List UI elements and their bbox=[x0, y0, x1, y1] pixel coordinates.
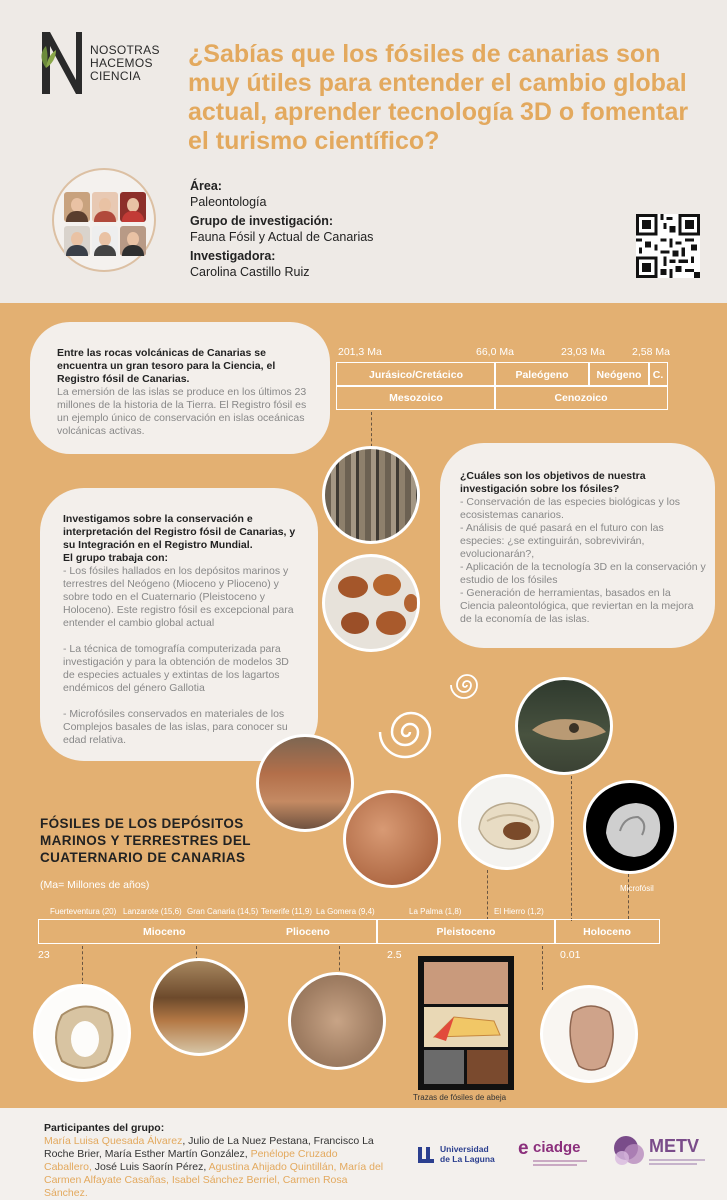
ammonite-drawing-icon bbox=[368, 692, 450, 770]
connector-line bbox=[628, 874, 629, 919]
microfossil-icon bbox=[586, 783, 677, 874]
tooth-fossil-icon bbox=[543, 988, 638, 1083]
avatar bbox=[92, 226, 118, 256]
tick-label: 0.01 bbox=[560, 949, 581, 961]
intro-bold: Entre las rocas volcánicas de Canarias se encuentra un gran tesoro para la Ciencia, el Registro fósil de Canarias. bbox=[57, 347, 276, 385]
island-label: La Gomera (9,4) bbox=[316, 907, 375, 916]
section-title-line: CUATERNARIO DE CANARIAS bbox=[40, 850, 246, 865]
research-item: - La técnica de tomografía computerizada para investigación y para la obtención de modelos 3D de especies actuales y extintas de los lagartos endémicos del género Gallotia bbox=[63, 643, 289, 694]
period-jurasico: Jurásico/Cretácico bbox=[336, 362, 496, 387]
ull-line: Universidad bbox=[440, 1144, 489, 1154]
section-title bbox=[40, 815, 251, 866]
participant-name: , Julio de La Nuez Pestana, Francisco La Roche Brier, María Esther Martín González, bbox=[44, 1135, 374, 1160]
coral-fossil-icon bbox=[36, 987, 131, 1082]
fossil-eggs-photo bbox=[322, 554, 420, 652]
fossil-rock-photo bbox=[322, 446, 420, 544]
research-text bbox=[63, 513, 303, 747]
ull-line: de La Laguna bbox=[440, 1154, 495, 1164]
island-label: El Hierro (1,2) bbox=[494, 907, 544, 916]
epoch-mioceno: Mioceno bbox=[143, 925, 186, 938]
qr-code[interactable] bbox=[636, 214, 700, 278]
logo-line: NOSOTRAS bbox=[90, 43, 160, 57]
researcher-value: Carolina Castillo Ruiz bbox=[190, 265, 310, 279]
bee-traces-label: Trazas de fósiles de abeja bbox=[413, 1093, 507, 1102]
age-label: 201,3 Ma bbox=[338, 346, 382, 358]
research-info bbox=[190, 178, 373, 283]
logo-line: HACEMOS bbox=[90, 56, 153, 70]
research-item: - Microfósiles conservados en materiales de los Complejos basales de las islas, para conocer su edad relativa. bbox=[63, 708, 288, 746]
trace-fossil-photo bbox=[288, 972, 386, 1070]
bee-nest-icon bbox=[424, 1007, 508, 1047]
bee-traces-panel bbox=[418, 956, 514, 1090]
microfossil-photo bbox=[583, 780, 677, 874]
ciadge-prefix: e bbox=[518, 1138, 529, 1159]
section-title-line: MARINOS Y TERRESTRES DEL bbox=[40, 833, 251, 848]
epoch-pleistoceno: Pleistoceno bbox=[376, 919, 556, 944]
lizard-skull-photo bbox=[515, 677, 613, 775]
snail-shell-icon bbox=[461, 777, 554, 870]
intro-paragraph: La emersión de las islas se produce en los últimos 23 millones de la historia de la Tierra. El Registro fósil es un ejemplo único de conservación en islas oceánicas volcánicas activas. bbox=[57, 386, 307, 437]
microfossil-label: Microfósil bbox=[620, 884, 654, 893]
research-item: - Los fósiles hallados en los depósitos marinos y terrestres del Neógeno (Mioceno y Plioceno) y sobre todo en el Cuaternario (Pleistoceno y Holoceno). Este registro fósil es excepcional para entender el cambio global actual bbox=[63, 565, 294, 629]
participants bbox=[44, 1122, 384, 1200]
objective-item: - Conservación de las especies biológicas y los ecosistemas canarios. bbox=[460, 496, 681, 521]
intro-text bbox=[57, 347, 311, 438]
skull-icon bbox=[518, 680, 613, 775]
logo-text bbox=[90, 44, 160, 83]
ma-note: (Ma= Millones de años) bbox=[40, 879, 150, 891]
snail-shell-photo bbox=[458, 774, 554, 870]
ull-logo bbox=[416, 1143, 516, 1167]
research-heading: Investigamos sobre la conservación e interpretación del Registro fósil de Canarias, y su Integración en el Registro Mundial. bbox=[63, 513, 296, 551]
epoch-plioceno: Plioceno bbox=[286, 925, 330, 938]
area-label: Área: bbox=[190, 179, 222, 193]
bee-nest-photo bbox=[424, 962, 508, 1004]
connector-line bbox=[571, 776, 572, 921]
researcher-label: Investigadora: bbox=[190, 249, 276, 263]
island-label: Lanzarote (15,6) bbox=[123, 907, 182, 916]
bee-cell-photo bbox=[467, 1050, 508, 1084]
tooth-fossil-photo bbox=[540, 985, 638, 1083]
group-label: Grupo de investigación: bbox=[190, 214, 334, 228]
small-ammonite-icon bbox=[448, 667, 484, 703]
era-mesozoico: Mesozoico bbox=[336, 385, 496, 410]
period-cuaternario: C. bbox=[648, 362, 668, 387]
island-label: Gran Canaria (14,5) bbox=[187, 907, 259, 916]
participant-name: Agustina Ahijado Quintillán, María del Carmen Alfayate Casañas, Isabel Sánchez Berriel, Carmen Rosa Sánchez. bbox=[44, 1161, 384, 1199]
age-label: 2,58 Ma bbox=[632, 346, 670, 358]
oyster-fossil-photo bbox=[150, 958, 248, 1056]
metv-text: METV bbox=[649, 1136, 700, 1156]
group-value: Fauna Fósil y Actual de Canarias bbox=[190, 230, 374, 244]
epoch-holoceno: Holoceno bbox=[554, 919, 660, 944]
area-value: Paleontología bbox=[190, 195, 267, 209]
connector-line bbox=[542, 946, 543, 990]
metv-logo bbox=[612, 1134, 712, 1172]
era-cenozoico: Cenozoico bbox=[494, 385, 668, 410]
tick-label: 2.5 bbox=[387, 949, 402, 961]
header bbox=[0, 0, 727, 303]
bee-cell-photo bbox=[424, 1050, 464, 1084]
avatar bbox=[92, 192, 118, 222]
logo-line: CIENCIA bbox=[90, 69, 141, 83]
period-neogeno: Neógeno bbox=[588, 362, 650, 387]
age-label: 23,03 Ma bbox=[561, 346, 605, 358]
connector-line bbox=[82, 946, 83, 986]
nosotras-hacemos-ciencia-logo bbox=[38, 28, 88, 98]
objective-item: - Aplicación de la tecnología 3D en la conservación y estudio de los fósiles bbox=[460, 561, 706, 586]
research-subheading: El grupo trabaja con: bbox=[63, 552, 169, 564]
avatar bbox=[120, 192, 146, 222]
sediment-photo bbox=[343, 790, 441, 888]
period-paleogeno: Paleógeno bbox=[494, 362, 590, 387]
section-title-line: FÓSILES DE LOS DEPÓSITOS bbox=[40, 816, 244, 831]
ciadge-text: ciadge bbox=[533, 1139, 581, 1156]
participants-heading: Participantes del grupo: bbox=[44, 1122, 165, 1134]
avatar bbox=[64, 226, 90, 256]
fossil-eggs-icon bbox=[325, 557, 420, 652]
age-label: 66,0 Ma bbox=[476, 346, 514, 358]
participants-names bbox=[44, 1135, 384, 1200]
coral-fossil-photo bbox=[33, 984, 131, 1082]
tick-label: 23 bbox=[38, 949, 50, 961]
island-label: Fuerteventura (20) bbox=[50, 907, 117, 916]
epoch-neogene bbox=[38, 919, 378, 944]
objectives-heading: ¿Cuáles son los objetivos de nuestra investigación sobre los fósiles? bbox=[460, 470, 646, 495]
ciadge-logo bbox=[518, 1138, 590, 1170]
bee-nest-diagram bbox=[424, 1007, 508, 1047]
avatar bbox=[64, 192, 90, 222]
metv-mark-icon bbox=[612, 1134, 646, 1168]
objective-item: - Generación de herramientas, basados en la Ciencia paleontológica, que reviertan en la mejora de la economía de las islas. bbox=[460, 587, 694, 625]
team-photo-circle bbox=[52, 168, 156, 272]
participant-name: Penélope Cruzado Caballero, bbox=[44, 1148, 338, 1173]
poster-title: ¿Sabías que los fósiles de canarias son muy útiles para entender el cambio global actual, aprender tecnología 3D o fomentar el turismo científico? bbox=[188, 40, 689, 155]
participant-name: María Luisa Quesada Álvarez bbox=[44, 1135, 183, 1147]
island-label: Tenerife (11,9) bbox=[261, 907, 312, 916]
outcrop-photo bbox=[256, 734, 354, 832]
avatar bbox=[120, 226, 146, 256]
objectives-text bbox=[460, 470, 708, 626]
island-label: La Palma (1,8) bbox=[409, 907, 462, 916]
participant-name: José Luis Saorín Pérez, bbox=[91, 1161, 209, 1173]
connector-line bbox=[487, 870, 488, 920]
ull-mark-icon bbox=[416, 1145, 436, 1163]
objective-item: - Análisis de qué pasará en el futuro con las especies: ¿se extinguirán, sobrevivirán, evolucionarán?, bbox=[460, 522, 664, 560]
